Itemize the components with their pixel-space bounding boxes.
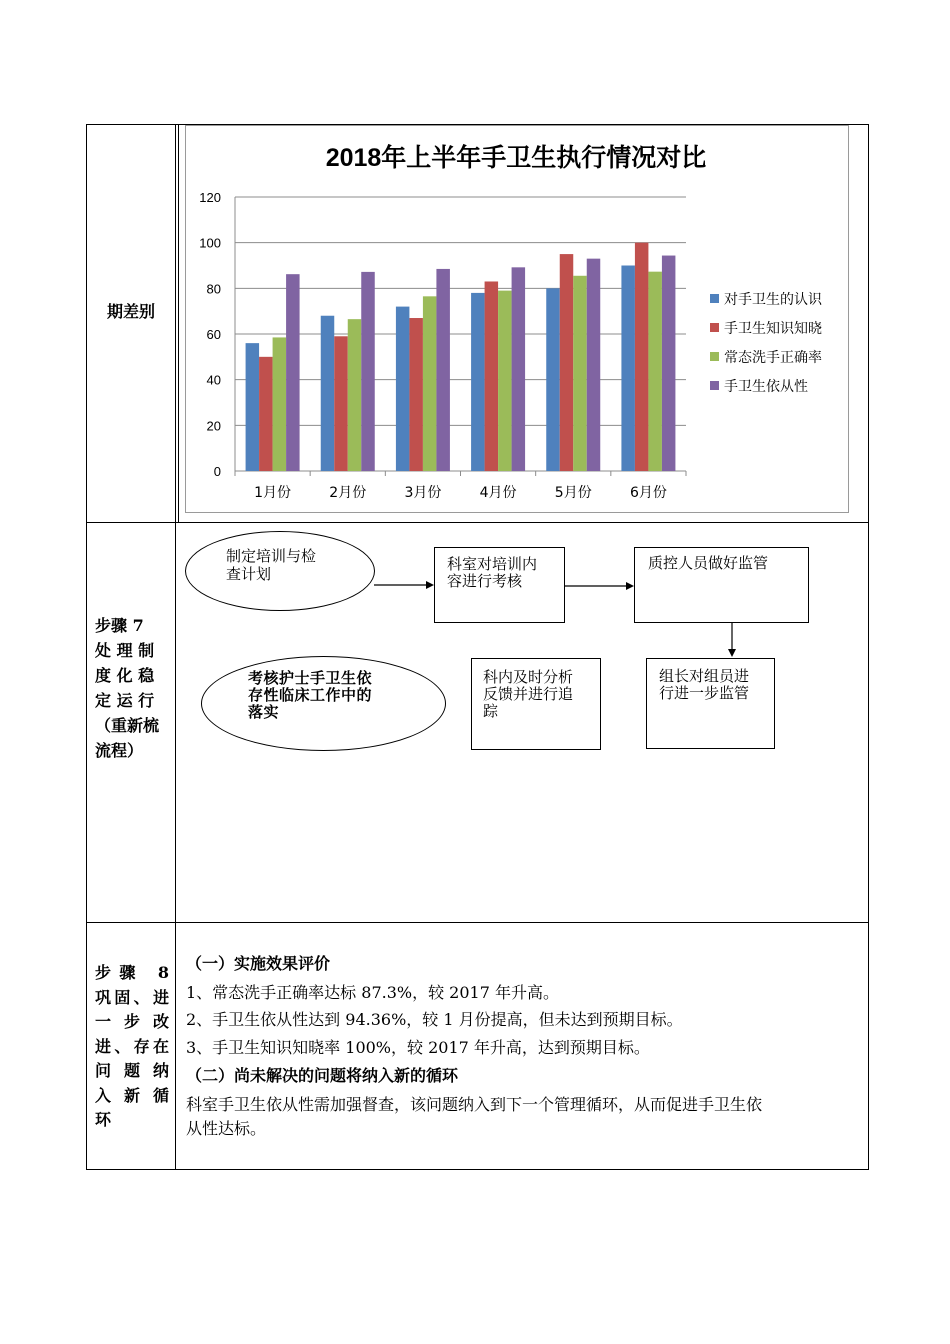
bar bbox=[485, 281, 499, 471]
y-tick-label: 20 bbox=[206, 418, 221, 434]
bar bbox=[396, 307, 410, 471]
flow-node-nurse-text: 考核护士手卫生依 存性临床工作中的 落实 bbox=[248, 669, 373, 721]
evaluation-item-1: 1、常态洗手正确率达标 87.3%，较 2017 年升高。 bbox=[186, 983, 559, 1002]
bar bbox=[246, 343, 259, 471]
y-tick-label: 0 bbox=[213, 464, 221, 479]
evaluation-item-2: 2、手卫生依从性达到 94.36%，较 1 月份提高，但未达到预期目标。 bbox=[186, 1010, 683, 1029]
unresolved-heading: （二）尚未解决的问题将纳入新的循环 bbox=[186, 1066, 459, 1085]
legend-swatch bbox=[710, 323, 719, 332]
legend-label: 对手卫生的认识 bbox=[724, 292, 822, 308]
evaluation-item-3: 3、手卫生知识知晓率 100%，较 2017 年升高，达到预期目标。 bbox=[186, 1038, 650, 1057]
bar bbox=[546, 288, 560, 471]
legend-swatch bbox=[710, 381, 719, 390]
legend-label: 手卫生知识知晓 bbox=[724, 321, 822, 337]
legend-label: 手卫生依从性 bbox=[724, 379, 808, 395]
y-tick-label: 40 bbox=[206, 372, 221, 388]
bar bbox=[512, 267, 526, 471]
evaluation-heading: （一）实施效果评价 bbox=[186, 954, 331, 973]
bar bbox=[635, 243, 649, 471]
flow-node-feedback-text: 科内及时分析 反馈并进行追 踪 bbox=[483, 668, 574, 720]
arrow-qc-to-team bbox=[722, 622, 742, 660]
bar bbox=[273, 337, 287, 471]
bar bbox=[361, 272, 375, 471]
bar-chart bbox=[186, 126, 848, 512]
bar bbox=[423, 296, 437, 471]
bar bbox=[259, 357, 273, 471]
y-tick-label: 100 bbox=[199, 235, 221, 251]
bar bbox=[471, 293, 485, 471]
bar bbox=[560, 254, 574, 471]
row-divider-2 bbox=[86, 922, 869, 923]
flow-node-plan-text: 制定培训与检 查计划 bbox=[226, 547, 317, 583]
x-tick-label: 4月份 bbox=[479, 485, 517, 501]
legend-swatch bbox=[710, 294, 719, 303]
unresolved-paragraph-line-1: 科室手卫生依从性需加强督查，该问题纳入到下一个管理循环，从而促进手卫生依 bbox=[186, 1095, 763, 1114]
y-tick-label: 120 bbox=[199, 190, 221, 205]
row1-label: 期差别 bbox=[106, 302, 155, 321]
table-bottom-border bbox=[86, 1169, 869, 1170]
arrow-plan-to-assess bbox=[374, 575, 436, 595]
bar bbox=[648, 272, 662, 471]
chart-title: 2018年上半年手卫生执行情况对比 bbox=[325, 144, 707, 172]
arrow-assess-to-qc bbox=[564, 576, 636, 596]
bar bbox=[334, 336, 348, 471]
column-divider-inner bbox=[178, 124, 179, 522]
flow-node-assess-text: 科室对培训内 容进行考核 bbox=[447, 555, 538, 590]
y-tick-label: 80 bbox=[206, 281, 221, 297]
x-tick-label: 2月份 bbox=[329, 485, 367, 501]
row-divider-1 bbox=[86, 522, 869, 523]
x-tick-label: 5月份 bbox=[554, 485, 592, 501]
legend-label: 常态洗手正确率 bbox=[724, 350, 822, 366]
table-right-border bbox=[868, 124, 869, 1170]
x-tick-label: 1月份 bbox=[254, 485, 292, 501]
bar bbox=[573, 276, 587, 471]
bar bbox=[662, 256, 676, 471]
table-left-border bbox=[86, 124, 87, 1170]
flow-node-team-text: 组长对组员进 行进一步监管 bbox=[659, 667, 750, 702]
bar bbox=[621, 266, 635, 472]
column-divider bbox=[175, 124, 176, 1170]
bar bbox=[286, 274, 300, 471]
bar bbox=[587, 259, 601, 471]
x-tick-label: 6月份 bbox=[629, 485, 667, 501]
legend-swatch bbox=[710, 352, 719, 361]
unresolved-paragraph-line-2: 从性达标。 bbox=[186, 1119, 267, 1138]
bar bbox=[498, 291, 512, 471]
row2-label: 步骤 7 处 理 制 度 化 稳 定 运 行 （重新梳 流程） bbox=[95, 616, 160, 760]
bar bbox=[409, 318, 423, 471]
flow-node-qc-text: 质控人员做好监管 bbox=[648, 554, 769, 572]
bar bbox=[321, 316, 335, 471]
x-tick-label: 3月份 bbox=[404, 485, 442, 501]
bar bbox=[436, 269, 450, 471]
chart-frame bbox=[185, 125, 849, 513]
bar bbox=[348, 319, 362, 471]
row3-label: 步骤 8 巩固、进 一 步 改 进、存在 问 题 纳 入 新 循 环 bbox=[95, 963, 169, 1129]
y-tick-label: 60 bbox=[206, 327, 221, 342]
